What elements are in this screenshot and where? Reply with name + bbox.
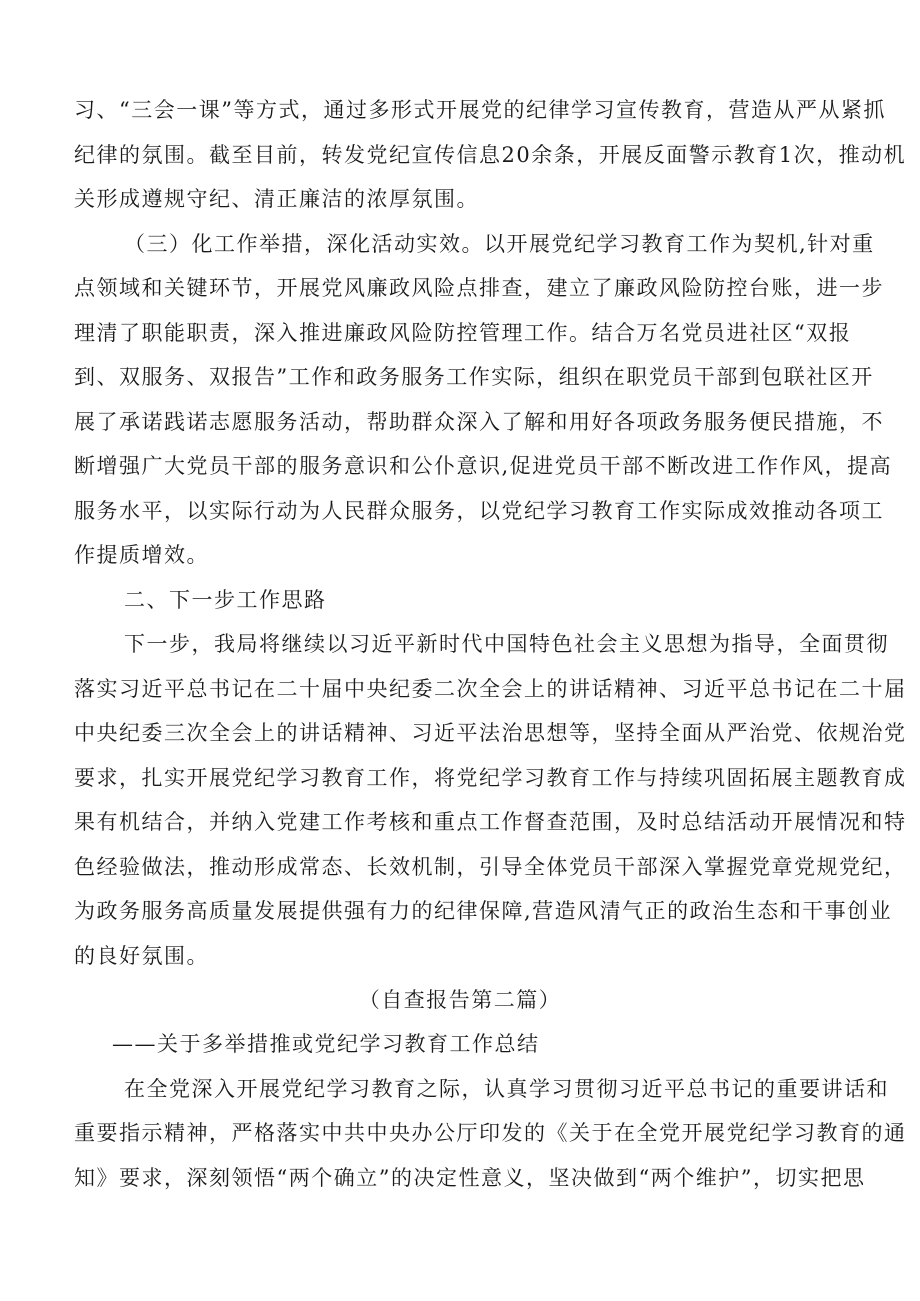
- paragraph-line: 展了承诺践诺志愿服务活动，帮助群众深入了解和用好各项政务服务便民措施，不: [74, 410, 884, 434]
- paragraph-line: 的良好氛围。: [74, 944, 209, 968]
- paragraph-line: 纪律的氛围。截至目前，转发党纪宣传信息20余条，开展反面警示教育1次，推动机: [74, 143, 907, 167]
- paragraph-line: 要求，扎实开展党纪学习教育工作，将党纪学习教育工作与持续巩固拓展主题教育成: [74, 766, 907, 790]
- paragraph-line: （三）化工作举措，深化活动实效。以开展党纪学习教育工作为契机,针对重: [124, 232, 875, 256]
- paragraph-line: 理清了职能职责，深入推进廉政风险防控管理工作。结合万名党员进社区“双报: [74, 321, 852, 345]
- subtitle: ——关于多举措推或党纪学习教育工作总结: [112, 1032, 540, 1056]
- paragraph-line: 中央纪委三次全会上的讲话精神、习近平法治思想等，坚持全面从严治党、依规治党: [74, 721, 907, 745]
- paragraph-line: 重要指示精神，严格落实中共中央办公厅印发的《关于在全党开展党纪学习教育的通: [74, 1121, 907, 1145]
- paragraph-line: 下一步，我局将继续以习近平新时代中国特色社会主义思想为指导，全面贯彻: [124, 632, 889, 656]
- paragraph-line: 到、双服务、双报告”工作和政务服务工作实际，组织在职党员干部到包联社区开: [74, 365, 874, 389]
- paragraph-line: 作提质增效。: [74, 543, 209, 567]
- paragraph-line: 知》要求，深刻领悟“两个确立”的决定性意义，坚决做到“两个维护”，切实把思: [74, 1166, 866, 1190]
- paragraph-line: 点领域和关键环节，开展党风廉政风险点排查，建立了廉政风险防控台账，进一步: [74, 276, 884, 300]
- paragraph-line: 落实习近平总书记在二十届中央纪委二次全会上的讲话精神、习近平总书记在二十届: [74, 677, 907, 701]
- section-heading: 二、下一步工作思路: [124, 588, 327, 612]
- paragraph-line: 习、“三会一课”等方式，通过多形式开展党的纪律学习宣传教育，营造从严从紧抓: [74, 98, 886, 122]
- paragraph-line: 服务水平，以实际行动为人民群众服务，以党纪学习教育工作实际成效推动各项工: [74, 499, 884, 523]
- paragraph-line: 断增强广大党员干部的服务意识和公仆意识,促进党员干部不断改进工作作风，提高: [74, 454, 893, 478]
- section-title: （自查报告第二篇）: [358, 988, 562, 1012]
- paragraph-line: 色经验做法，推动形成常态、长效机制，引导全体党员干部深入掌握党章党规党纪，: [74, 855, 907, 879]
- paragraph-line: 为政务服务高质量发展提供强有力的纪律保障,营造风清气正的政治生态和干事创业: [74, 899, 893, 923]
- paragraph-line: 在全党深入开展党纪学习教育之际，认真学习贯彻习近平总书记的重要讲话和: [124, 1077, 889, 1101]
- paragraph-line: 关形成遵规守纪、清正廉洁的浓厚氛围。: [74, 187, 479, 211]
- paragraph-line: 果有机结合，并纳入党建工作考核和重点工作督查范围，及时总结活动开展情况和特: [74, 810, 907, 834]
